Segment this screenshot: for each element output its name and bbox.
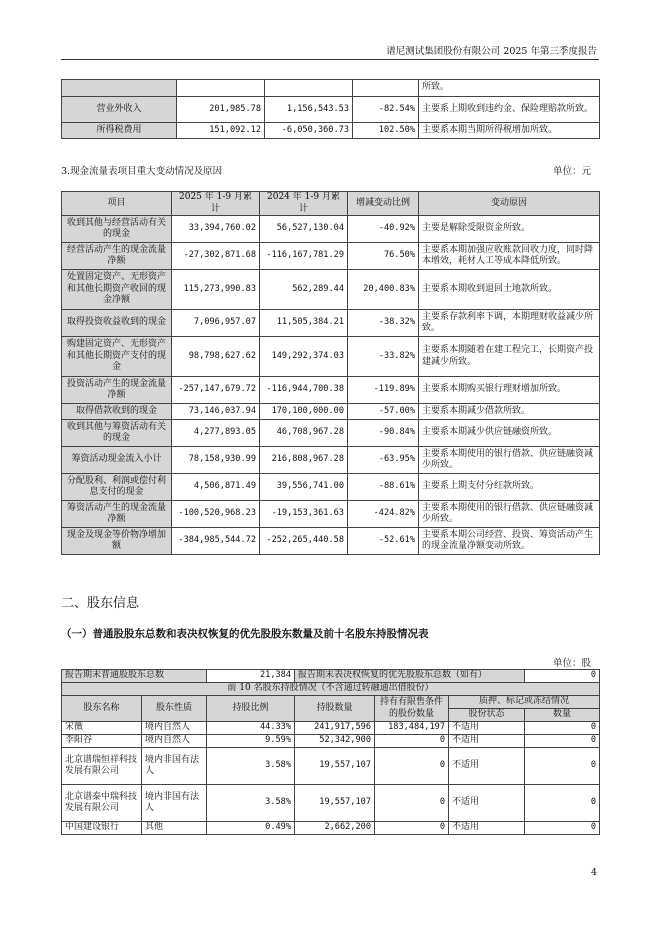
shareholder-table: [61, 669, 600, 835]
holding-ratio: 44.33%: [207, 722, 295, 735]
holding-qty: 19,557,107: [295, 785, 375, 822]
pledge-count: 0: [525, 748, 600, 785]
column-header: 项目: [62, 192, 172, 216]
holder-nature: 境内非国有法人: [142, 785, 207, 822]
holding-qty: 52,342,900: [295, 735, 375, 748]
current-value: -257,147,679.72: [172, 377, 260, 404]
holding-qty: 241,917,596: [295, 722, 375, 735]
current-value: [177, 80, 265, 97]
table-row: [62, 216, 600, 243]
change-reason: 主要系上期收到违约金、保险理赔款所致。: [419, 97, 600, 123]
change-reason: 主要系本期使用的银行借款、供应链融资减少所致。: [419, 501, 600, 528]
prior-value: [265, 80, 353, 97]
change-ratio: 20,400.83%: [348, 270, 419, 310]
row-label: 筹资活动产生的现金流量净额: [62, 501, 172, 528]
holder-name: 李阳谷: [62, 735, 142, 748]
holder-nature: 境内自然人: [142, 735, 207, 748]
current-value: 4,506,871.49: [172, 474, 260, 501]
change-ratio: -40.92%: [348, 216, 419, 243]
change-ratio: -119.89%: [348, 377, 419, 404]
total-holders-value: 21,384: [207, 670, 295, 683]
change-ratio: -90.84%: [348, 420, 419, 447]
row-label: 经营活动产生的现金流量净额: [62, 243, 172, 270]
table-row: [62, 722, 600, 735]
current-value: -100,520,968.23: [172, 501, 260, 528]
change-ratio: -38.32%: [348, 310, 419, 337]
row-label: 投资活动产生的现金流量净额: [62, 377, 172, 404]
table-row: [62, 822, 600, 835]
change-reason: 主要系本期加强应收账款回收力度，同时降本增效，耗材人工等成本降低所致。: [419, 243, 600, 270]
prior-value: -116,167,781.29: [260, 243, 348, 270]
table-row: [62, 270, 600, 310]
change-reason: 主要系本期公司经营、投资、筹资活动产生的现金流量净额变动所致。: [419, 528, 600, 555]
holding-ratio: 3.58%: [207, 785, 295, 822]
table-row: [62, 735, 600, 748]
change-reason: 主要系本期购买银行理财增加所致。: [419, 377, 600, 404]
column-header: 持股数量: [295, 696, 375, 722]
holding-ratio: 9.59%: [207, 735, 295, 748]
restricted-qty: 0: [375, 785, 449, 822]
table-row: [62, 377, 600, 404]
row-label: 收到其他与经营活动有关的现金: [62, 216, 172, 243]
holding-ratio: 3.58%: [207, 748, 295, 785]
change-ratio: [353, 80, 419, 97]
holder-name: 宋薇: [62, 722, 142, 735]
change-ratio: 102.50%: [353, 123, 419, 139]
preferred-holders-label: 报告期末表决权恢复的优先股股东总数（如有）: [295, 670, 525, 683]
table-row: [62, 447, 600, 474]
report-header-title: 谱尼测试集团股份有限公司 2025 年第三季度报告: [386, 46, 597, 57]
table-row: [62, 785, 600, 822]
change-reason: 主要系本期减少供应链融资所致。: [419, 420, 600, 447]
table-row: [62, 528, 600, 555]
prior-value: 1,156,543.53: [265, 97, 353, 123]
top10-title: 前 10 名股东持股情况（不含通过转融通出借股份）: [62, 683, 600, 696]
current-value: 4,277,893.05: [172, 420, 260, 447]
row-label: 分配股利、利润或偿付利息支付的现金: [62, 474, 172, 501]
current-value: 98,798,627.62: [172, 337, 260, 377]
column-header: 数量: [525, 709, 600, 722]
row-label: 取得投资收益收到的现金: [62, 310, 172, 337]
row-label: 处置固定资产、无形资产和其他长期资产收回的现金净额: [62, 270, 172, 310]
holder-name: 北京谱泰中瑞科技发展有限公司: [62, 785, 142, 822]
change-reason: 主要系本期随着在建工程完工，长期资产投建减少所致。: [419, 337, 600, 377]
change-reason: 所致。: [419, 80, 600, 97]
row-label: 筹资活动现金流入小计: [62, 447, 172, 474]
current-value: 151,092.12: [177, 123, 265, 139]
prior-value: 149,292,374.03: [260, 337, 348, 377]
income-change-table: [61, 79, 600, 139]
change-ratio: 76.50%: [348, 243, 419, 270]
change-ratio: -82.54%: [353, 97, 419, 123]
table-row: [62, 80, 600, 97]
prior-value: -19,153,361.63: [260, 501, 348, 528]
pledge-status: 不适用: [449, 735, 525, 748]
change-ratio: -63.95%: [348, 447, 419, 474]
change-reason: 主要系本期当期所得税增加所致。: [419, 123, 600, 139]
change-ratio: -88.61%: [348, 474, 419, 501]
column-header: 股份状态: [449, 709, 525, 722]
row-label: 收到其他与筹资活动有关的现金: [62, 420, 172, 447]
shareholder-unit: 单位：股: [552, 658, 591, 669]
prior-value: 216,808,967.28: [260, 447, 348, 474]
column-header: 持股比例: [207, 696, 295, 722]
table-row: [62, 404, 600, 420]
total-holders-label: 报告期末普通股股东总数: [62, 670, 207, 683]
holder-name: 北京谱瑞恒祥科技发展有限公司: [62, 748, 142, 785]
pledge-count: 0: [525, 735, 600, 748]
holder-name: 中国建设银行: [62, 822, 142, 835]
prior-value: 56,527,130.04: [260, 216, 348, 243]
change-reason: 主要系本期收到退回土地款所致。: [419, 270, 600, 310]
table-row: [62, 123, 600, 139]
section-heading-shareholders: 二、股东信息: [61, 596, 140, 611]
column-header: 变动原因: [419, 192, 600, 216]
pledge-status: 不适用: [449, 785, 525, 822]
cashflow-change-table: [61, 191, 600, 555]
prior-value: -252,265,440.58: [260, 528, 348, 555]
column-header: 增减变动比例: [348, 192, 419, 216]
cashflow-unit: 单位：元: [552, 166, 591, 177]
column-header: 股东名称: [62, 696, 142, 722]
pledge-status: 不适用: [449, 822, 525, 835]
restricted-qty: 0: [375, 822, 449, 835]
header-divider: [61, 59, 599, 60]
table-header-row: [62, 696, 600, 709]
column-header: 质押、标记或冻结情况: [449, 696, 600, 709]
table-header-row: [62, 192, 600, 216]
change-ratio: -52.61%: [348, 528, 419, 555]
row-label: 现金及现金等价物净增加额: [62, 528, 172, 555]
holding-ratio: 0.49%: [207, 822, 295, 835]
table-row: [62, 97, 600, 123]
prior-value: 39,556,741.00: [260, 474, 348, 501]
restricted-qty: 0: [375, 735, 449, 748]
row-label: 购建固定资产、无形资产和其他长期资产支付的现金: [62, 337, 172, 377]
table-row: [62, 337, 600, 377]
table-row: [62, 420, 600, 447]
change-reason: 主要系存款利率下调，本期理财收益减少所致。: [419, 310, 600, 337]
change-ratio: -424.82%: [348, 501, 419, 528]
change-reason: 主要系本期减少借款所致。: [419, 404, 600, 420]
column-header: 股东性质: [142, 696, 207, 722]
prior-value: 170,100,000.00: [260, 404, 348, 420]
table-row: [62, 501, 600, 528]
row-label: 所得税费用: [62, 123, 177, 139]
change-ratio: -57.00%: [348, 404, 419, 420]
pledge-count: 0: [525, 722, 600, 735]
change-ratio: -33.82%: [348, 337, 419, 377]
page-number: 4: [591, 867, 598, 878]
current-value: -384,985,544.72: [172, 528, 260, 555]
change-reason: 主要系本期使用的银行借款、供应链融资减少所致。: [419, 447, 600, 474]
restricted-qty: 183,484,197: [375, 722, 449, 735]
column-header: 2024 年 1-9 月累计: [260, 192, 348, 216]
column-header: 持有有限售条件的股份数量: [375, 696, 449, 722]
change-reason: 主要是解除受限资金所致。: [419, 216, 600, 243]
column-header: 2025 年 1-9 月累计: [172, 192, 260, 216]
current-value: 33,394,760.02: [172, 216, 260, 243]
holder-nature: 其他: [142, 822, 207, 835]
change-reason: 主要系上期支付分红款所致。: [419, 474, 600, 501]
prior-value: 562,289.44: [260, 270, 348, 310]
pledge-status: 不适用: [449, 748, 525, 785]
preferred-holders-value: 0: [525, 670, 600, 683]
current-value: 78,158,930.99: [172, 447, 260, 474]
table-row: [62, 310, 600, 337]
cashflow-section-title: 3.现金流量表项目重大变动情况及原因: [61, 166, 223, 177]
restricted-qty: 0: [375, 748, 449, 785]
subsection-heading: （一）普通股股东总数和表决权恢复的优先股股东数量及前十名股东持股情况表: [61, 628, 429, 640]
prior-value: 11,505,384.21: [260, 310, 348, 337]
table-row: [62, 670, 600, 683]
pledge-status: 不适用: [449, 722, 525, 735]
prior-value: 46,708,967.28: [260, 420, 348, 447]
current-value: 115,273,990.83: [172, 270, 260, 310]
pledge-count: 0: [525, 785, 600, 822]
table-row: [62, 683, 600, 696]
current-value: -27,302,871.68: [172, 243, 260, 270]
prior-value: -6,050,360.73: [265, 123, 353, 139]
table-row: [62, 243, 600, 270]
current-value: 201,985.78: [177, 97, 265, 123]
row-label: 取得借款收到的现金: [62, 404, 172, 420]
pledge-count: 0: [525, 822, 600, 835]
prior-value: -116,944,700.38: [260, 377, 348, 404]
row-label: [62, 80, 177, 97]
row-label: 营业外收入: [62, 97, 177, 123]
holder-nature: 境内非国有法人: [142, 748, 207, 785]
current-value: 73,146,037.94: [172, 404, 260, 420]
table-row: [62, 748, 600, 785]
holder-nature: 境内自然人: [142, 722, 207, 735]
current-value: 7,096,957.07: [172, 310, 260, 337]
holding-qty: 19,557,107: [295, 748, 375, 785]
table-row: [62, 474, 600, 501]
holding-qty: 2,662,200: [295, 822, 375, 835]
